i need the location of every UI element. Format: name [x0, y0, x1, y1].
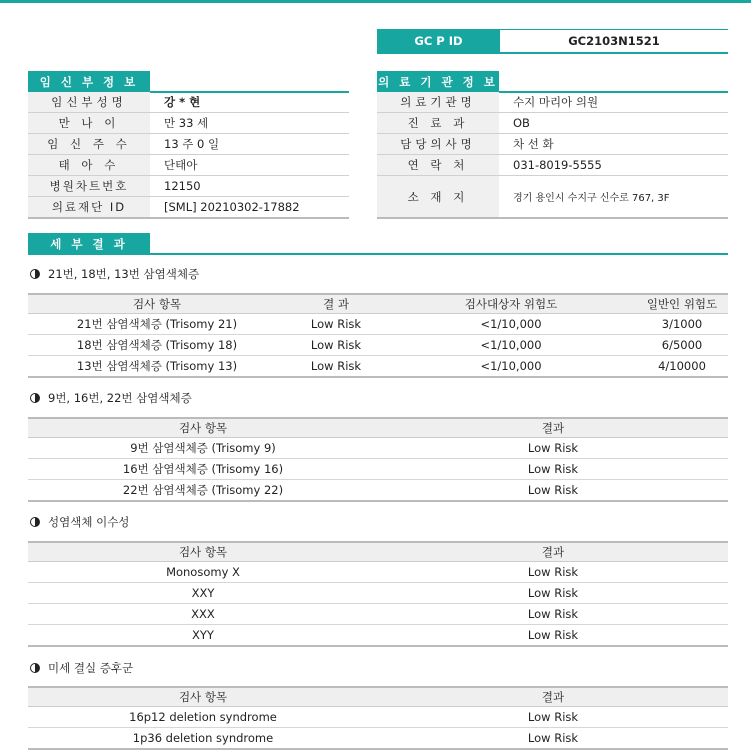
foundation-id-key: 의료재단 ID	[28, 197, 150, 219]
section-title-4	[30, 660, 133, 676]
address-value: 경기 용인시 수지구 신수로 767, 3F	[499, 176, 728, 219]
department-key: 진 료 과	[377, 113, 499, 134]
clinic-name-value: 수지 마리아 의원	[499, 92, 728, 113]
section-title-1	[30, 266, 199, 282]
col-header: 결과	[378, 542, 728, 562]
contact-key: 연 락 처	[377, 155, 499, 176]
table-row: 9번 삼염색체증 (Trisomy 9) Low Risk	[28, 438, 728, 459]
section-title-text: 미세 결실 증후군	[48, 661, 134, 675]
result-table-1	[28, 293, 728, 378]
col-header: 결 과	[286, 294, 386, 314]
section-title-text: 21번, 18번, 13번 삼염색체증	[48, 267, 200, 281]
table-row: XXX Low Risk	[28, 604, 728, 625]
col-header: 일반인 위험도	[636, 294, 728, 314]
clinic-info-tab: 의 료 기 관 정 보	[377, 71, 499, 92]
table-row: 18번 삼염색체증 (Trisomy 18) Low Risk <1/10,000 6/5000	[28, 335, 728, 356]
section-title-text: 9번, 16번, 22번 삼염색체증	[48, 391, 192, 405]
patient-age-value: 만 33 세	[150, 113, 349, 134]
col-header: 검사 항목	[28, 418, 378, 438]
result-table-2	[28, 417, 728, 502]
table-row: 16번 삼염색체증 (Trisomy 16) Low Risk	[28, 459, 728, 480]
gcp-id-value: GC2103N1521	[568, 34, 660, 48]
clinic-info-table	[377, 92, 728, 219]
half-circle-icon	[30, 663, 40, 673]
gcp-id-box	[377, 29, 728, 54]
half-circle-icon	[30, 517, 40, 527]
department-value: OB	[499, 113, 728, 134]
gcp-id-label: GC P ID	[377, 30, 500, 52]
table-row: 22번 삼염색체증 (Trisomy 22) Low Risk	[28, 480, 728, 502]
table-row: Monosomy X Low Risk	[28, 562, 728, 583]
col-header: 검사 항목	[28, 294, 286, 314]
result-table-4	[28, 686, 728, 750]
chart-number-key: 병원차트번호	[28, 176, 150, 197]
col-header: 결과	[378, 687, 728, 707]
detail-results-tab: 세 부 결 과	[28, 233, 150, 254]
section-title-text: 성염색체 이수성	[48, 515, 130, 529]
gestation-key: 임 신 주 수	[28, 134, 150, 155]
foundation-id-value: [SML] 20210302-17882	[150, 197, 349, 219]
clinic-name-key: 의료기관명	[377, 92, 499, 113]
half-circle-icon	[30, 393, 40, 403]
fetus-count-value: 단태아	[150, 155, 349, 176]
half-circle-icon	[30, 269, 40, 279]
patient-age-key: 만 나 이	[28, 113, 150, 134]
doctor-value: 차 선 화	[499, 134, 728, 155]
table-row: 13번 삼염색체증 (Trisomy 13) Low Risk <1/10,000 4/10000	[28, 356, 728, 378]
col-header: 검사 항목	[28, 687, 378, 707]
gestation-value: 13 주 0 일	[150, 134, 349, 155]
col-header: 검사 항목	[28, 542, 378, 562]
table-row: 16p12 deletion syndrome Low Risk	[28, 707, 728, 728]
contact-value: 031-8019-5555	[499, 155, 728, 176]
table-row: XYY Low Risk	[28, 625, 728, 647]
result-table-3	[28, 541, 728, 647]
table-row: XXY Low Risk	[28, 583, 728, 604]
section-title-2	[30, 390, 192, 406]
section-title-3	[30, 514, 129, 530]
patient-info-tab: 임 신 부 정 보	[28, 71, 150, 92]
doctor-key: 담당의사명	[377, 134, 499, 155]
patient-info-table	[28, 92, 349, 219]
col-header: 결과	[378, 418, 728, 438]
top-accent-bar	[0, 0, 751, 3]
address-key: 소 재 지	[377, 176, 499, 219]
fetus-count-key: 태 아 수	[28, 155, 150, 176]
chart-number-value: 12150	[150, 176, 349, 197]
detail-results-line	[28, 253, 728, 255]
table-row: 1p36 deletion syndrome Low Risk	[28, 728, 728, 750]
table-row: 21번 삼염색체증 (Trisomy 21) Low Risk <1/10,000 3/1000	[28, 314, 728, 335]
col-header: 검사대상자 위험도	[386, 294, 636, 314]
patient-name-value: 강 * 현	[150, 92, 349, 113]
patient-name-key: 임신부성명	[28, 92, 150, 113]
